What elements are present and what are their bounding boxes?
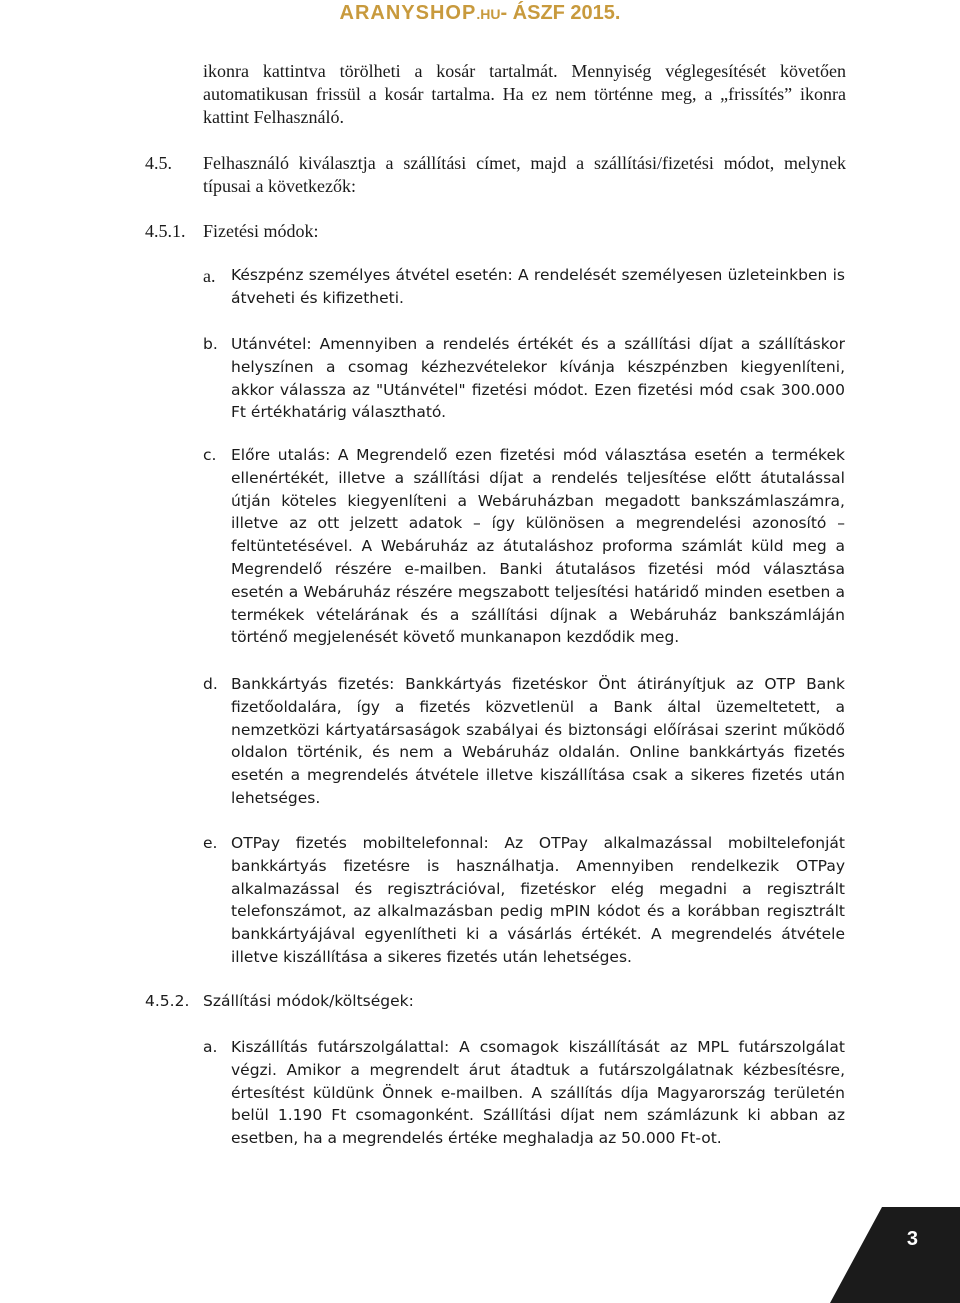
payment-item-a-marker: a. (203, 266, 216, 286)
payment-item-e-marker: e. (203, 834, 218, 852)
payment-item-c-marker: c. (203, 446, 217, 464)
payment-item-a-text: Készpénz személyes átvétel esetén: A rendelését személyesen üzleteinkben is átveheti és kifizetheti. (231, 266, 845, 307)
section-4-5-2-title: Szállítási módok/költségek: (203, 992, 414, 1010)
payment-item-b-marker: b. (203, 335, 218, 353)
section-number-4-5-2: 4.5.2. (145, 992, 190, 1010)
intro-paragraph: ikonra kattintva törölheti a kosár tartalmát. Mennyiség véglegesítését követően automatikusan frissül a kosár tartalma. Ha ez nem történne meg, a „frissítés” ikonra kattint Felhasználó. (203, 61, 846, 127)
payment-item-b-text: Utánvétel: Amennyiben a rendelés értékét és a szállítási díjat a szállításkor helyszínen a csomag kézhezvételekor kívánja készpénzben kiegyenlíteni, akkor válassza az "Utánvétel" fizetési módot. Ezen fizetési mód csak 300.000 Ft értékhatárig választható. (231, 335, 845, 422)
section-4-5-text: Felhasználó kiválasztja a szállítási címet, majd a szállítási/fizetési módot, melynek típusai a következők: (203, 153, 846, 196)
shipping-item-a-text: Kiszállítás futárszolgálattal: A csomagok kiszállítását az MPL futárszolgálat végzi. Amikor a megrendelt árut átadtuk a futárszolgálatnak kézbesítésre, értesítést küldünk Önnek e-mailben. A szállítás díja Magyarország területén belül 1.190 Ft csomagonként. Szállítási díjat nem számlázunk ki abban az esetben, ha a megrendelés értéke meghaladja az 50.000 Ft-ot. (231, 1038, 845, 1148)
page-number: 3 (906, 1228, 918, 1250)
section-4-5-1-title: Fizetési módok: (203, 221, 319, 241)
brand-tld: .HU (476, 6, 501, 22)
header-suffix: - ÁSZF 2015. (500, 2, 621, 24)
payment-item-c-text: Előre utalás: A Megrendelő ezen fizetési mód választása esetén a termékek ellenértékét, illetve a szállítási díjat a rendelés teljesítése előtt átutalással útján köteles kiegyenlíteni a Webáruházban megadott bankszámlaszámra, illetve az ott jelzett adatok – így különösen a megrendelési azonosító – feltüntetésével. A Webáruház az átutaláshoz proforma számlát küld meg a Megrendelő részére e-mailben. Banki átutalásos fizetési mód választása esetén a Webáruház részére megszabott teljesítési határidő minden esetben a termékek vételárának és a szállítási díjnak a Webáruház bankszámláján történő megjelenését követő munkanapon kezdődik meg. (231, 446, 845, 647)
shipping-item-a-marker: a. (203, 1038, 218, 1056)
section-number-4-5-1: 4.5.1. (145, 221, 186, 241)
section-number-4-5: 4.5. (145, 153, 172, 173)
payment-item-e-text: OTPay fizetés mobiltelefonnal: Az OTPay alkalmazással mobiltelefonját bankkártyás fizetésre is használhatja. Amennyiben rendelkezik OTPay alkalmazással és regisztrációval, fizetéskor elég megadni a regisztrált telefonszámot, az alkalmazásban pedig mPIN kódot és a korábban regisztrált bankkártyájával egyenlítheti ki a vásárlás értékét. A megrendelés átvétele illetve kiszállítása a sikeres fizetés után lehetséges. (231, 834, 845, 966)
payment-item-d-marker: d. (203, 675, 218, 693)
payment-item-d-text: Bankkártyás fizetés: Bankkártyás fizetéskor Önt átirányítjuk az OTP Bank fizetőoldalára, így a fizetés közvetlenül a Bank által üzemeltetett, a nemzetközi kártyatársaságok szabályai és biztonsági előírásai szerint működő oldalon történik, és nem a Webáruház oldalán. Online bankkártyás fizetés esetén a megrendelés átvétele illetve kiszállítása csak a sikeres fizetés után lehetséges. (231, 675, 845, 807)
brand-name: ARANYSHOP (339, 2, 477, 24)
